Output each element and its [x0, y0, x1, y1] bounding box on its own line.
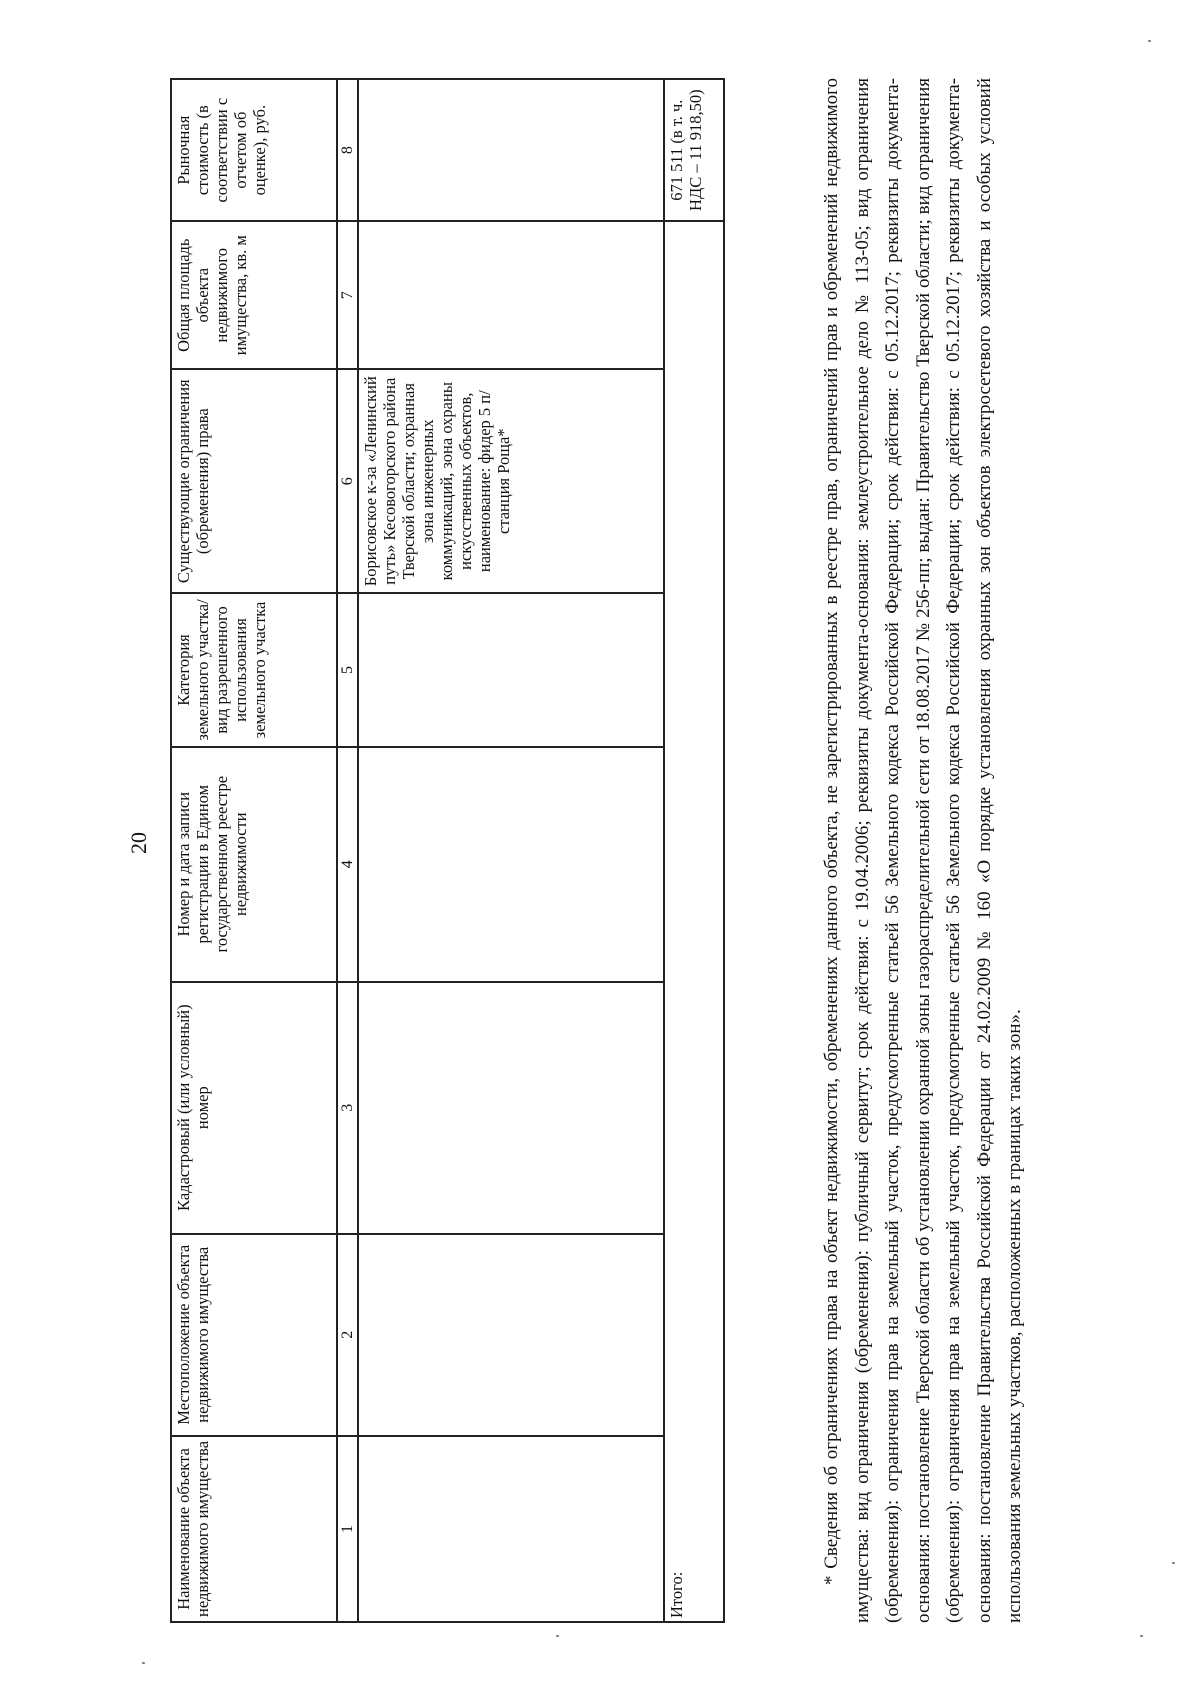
header-value: Рыночная стоимость (в соответствии с отчетом об оценке), руб.: [171, 79, 337, 221]
cell-registration: [358, 747, 664, 982]
cell-name: [358, 1436, 664, 1622]
page-number: 20: [126, 832, 151, 854]
column-number: 6: [337, 369, 358, 593]
scan-speck: [1148, 40, 1151, 42]
total-row: [664, 79, 724, 1622]
cell-area: [358, 221, 664, 369]
header-category: Категория земельного участка/вид разрешенного использования земельного участка: [171, 593, 337, 746]
column-number: 4: [337, 747, 358, 982]
header-location: Местоположение объекта недвижимого имущества: [171, 1234, 337, 1436]
property-table: [170, 78, 725, 1623]
cell-location: [358, 1234, 664, 1436]
footnote: * Сведения об ограничениях права на объект недвижимости, обременениях данного объекта, не зарегистрированных в реестре прав, ограничений прав и обременений недвижимого имущества: вид ограничения (обременения): публичный сервитут; срок действия: с 19.04.2006; реквизиты документа-основания: землеустроительное дело № 113-05; вид ограничения (обременения): ограничения прав на земельный участок, предусмотренные статьей 56 Земельного кодекса Российской Федерации; срок действия: с 05.12.2017; реквизиты документа-основания: постановление Тверской области об установлении охранной зоны газораспределительной сети от 18.08.2017 № 256-пп; выдан: Правительство Тверской области; вид ограничения (обременения): ограничения прав на земельный участок, предусмотренные статьей 56 Земельного кодекса Российской Федерации; срок действия: с 05.12.2017; реквизиты документа-основания: постановление Правительства Российской Федерации от 24.02.2009 № 160 «О порядке установления охранных зон объектов электросетевого хозяйства и особых условий использования земельных участков, расположенных в границах таких зон».: [821, 78, 1025, 1623]
header-registration: Номер и дата записи регистрации в Едином государственном реестре недвижимости: [171, 747, 337, 982]
table-header-row: [171, 79, 337, 1622]
cell-category: [358, 593, 664, 746]
table-row: [358, 79, 664, 1622]
column-number: 8: [337, 79, 358, 221]
header-cadastral: Кадастровый (или условный) номер: [171, 982, 337, 1234]
cell-restrictions: Борисовское к-за «Ленинский путь» Кесовогорского района Тверской области; охранная зона инженерных коммуникаций, зона охраны искусственных объектов, наименование: фидер 5 п/станция Роща*: [358, 369, 664, 593]
header-area: Общая площадь объекта недвижимого имущества, кв. м: [171, 221, 337, 369]
scan-speck: [1172, 1562, 1175, 1564]
total-value: 671 511 (в т. ч. НДС – 11 918,50): [664, 79, 724, 221]
column-number: 1: [337, 1436, 358, 1622]
column-number: 7: [337, 221, 358, 369]
scan-speck: [142, 1662, 145, 1664]
cell-cadastral: [358, 982, 664, 1234]
cell-value: [358, 79, 664, 221]
scan-speck: [556, 1635, 559, 1637]
column-number: 5: [337, 593, 358, 746]
total-label: Итого:: [664, 221, 724, 1622]
header-restrictions: Существующие ограничения (обременения) права: [171, 369, 337, 593]
column-number-row: [337, 79, 358, 1622]
column-number: 3: [337, 982, 358, 1234]
column-number: 2: [337, 1234, 358, 1436]
scan-speck: [1140, 1635, 1143, 1637]
header-name: Наименование объекта недвижимого имущества: [171, 1436, 337, 1622]
